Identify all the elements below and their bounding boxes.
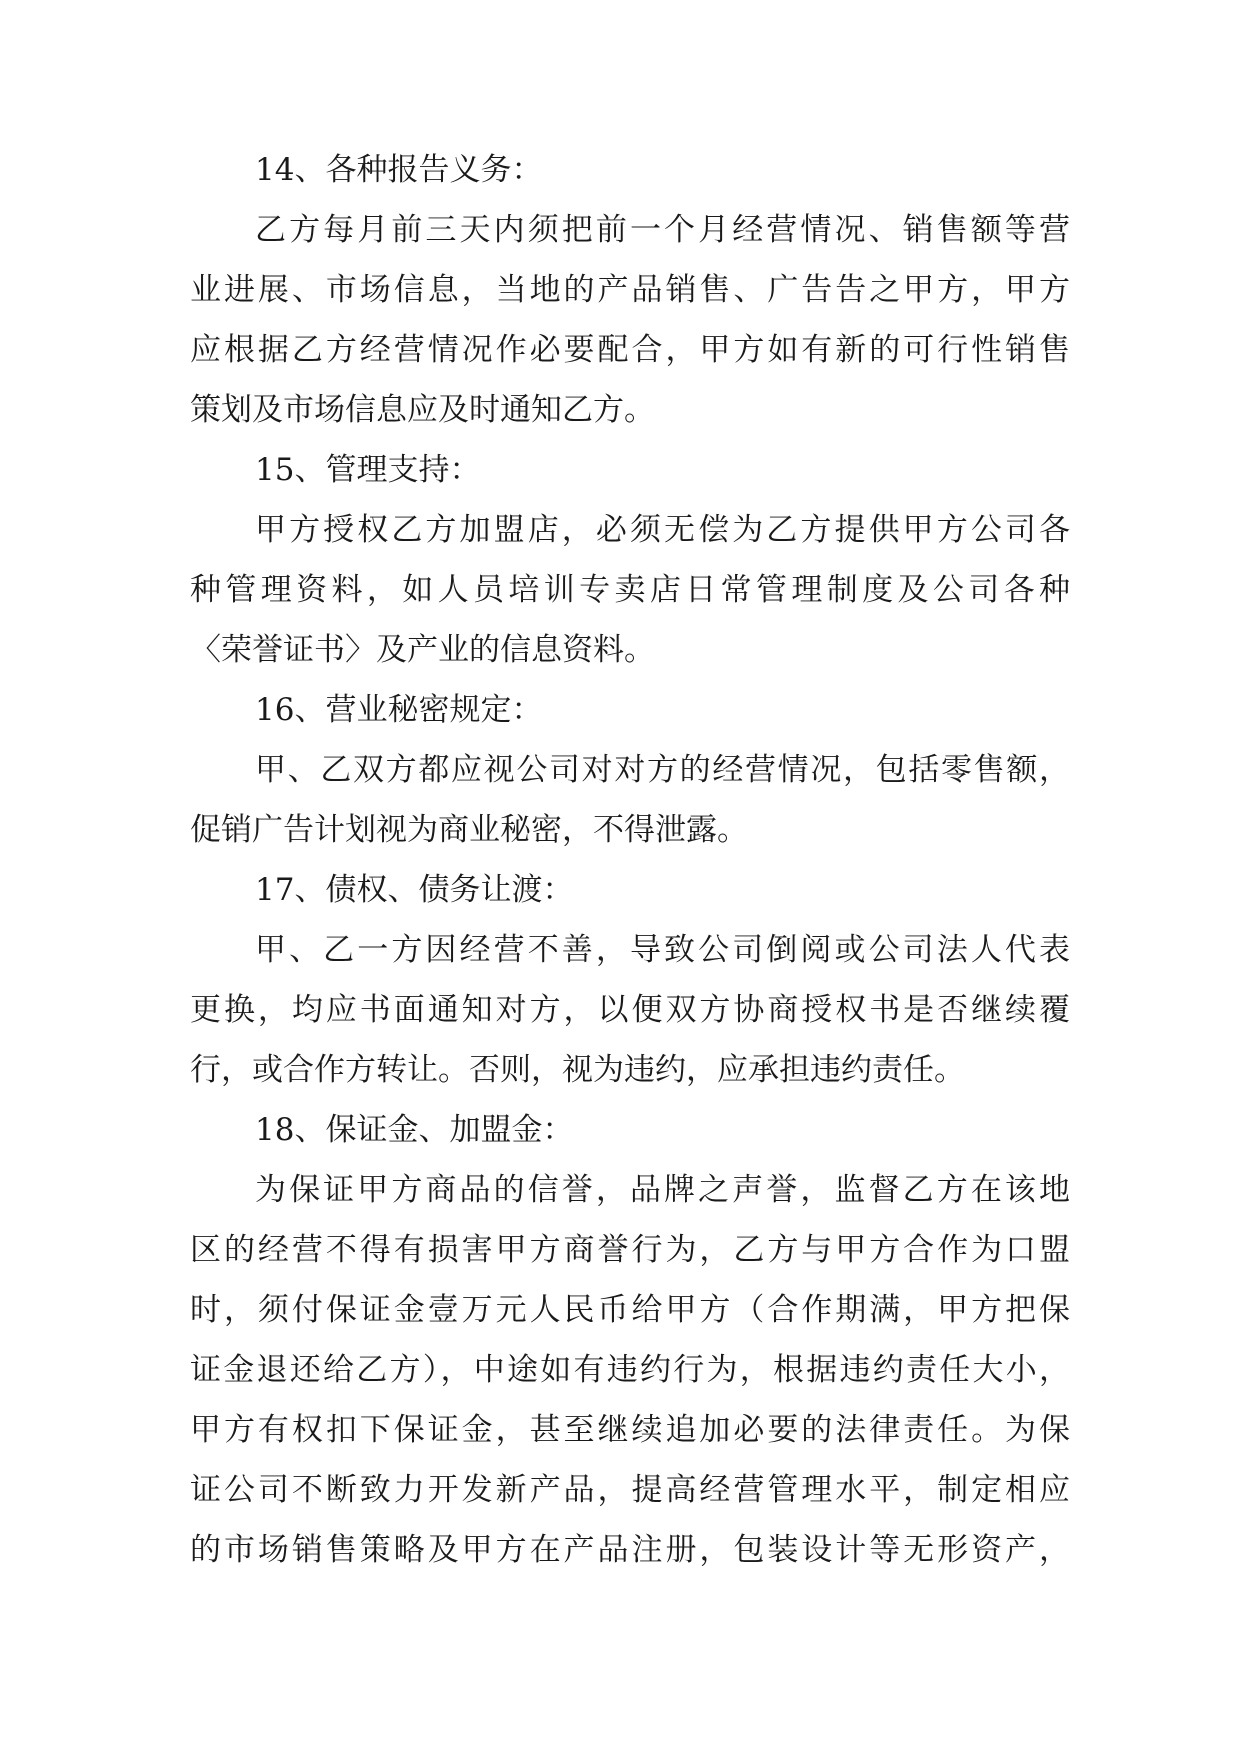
paragraph-line: 为保证甲方商品的信誉，品牌之声誉，监督乙方在该地 — [255, 1172, 1070, 1208]
paragraph-line: 业进展、市场信息，当地的产品销售、广告告之甲方，甲方 — [190, 272, 1070, 308]
paragraph-line: 更换，均应书面通知对方，以便双方协商授权书是否继续覆 — [190, 992, 1070, 1028]
paragraph-line: 甲、乙双方都应视公司对对方的经营情况，包括零售额， — [255, 752, 1070, 788]
paragraph-line: 乙方每月前三天内须把前一个月经营情况、销售额等营 — [255, 212, 1070, 248]
section-heading-15: 15、管理支持： — [255, 452, 481, 488]
section-heading-14: 14、各种报告义务： — [255, 152, 543, 188]
section-heading-17: 17、债权、债务让渡： — [255, 872, 574, 908]
paragraph-line: 应根据乙方经营情况作必要配合，甲方如有新的可行性销售 — [190, 332, 1070, 368]
paragraph-line: 甲方有权扣下保证金，甚至继续追加必要的法律责任。为保 — [190, 1412, 1070, 1448]
paragraph-line: 的市场销售策略及甲方在产品注册，包装设计等无形资产， — [190, 1532, 1070, 1568]
paragraph-line: 种管理资料，如人员培训专卖店日常管理制度及公司各种 — [190, 572, 1070, 608]
paragraph-line: 〈荣誉证书〉及产业的信息资料。 — [190, 632, 655, 668]
paragraph-line: 策划及市场信息应及时通知乙方。 — [190, 392, 655, 428]
section-heading-16: 16、营业秘密规定： — [255, 692, 543, 728]
paragraph-line: 时，须付保证金壹万元人民币给甲方（合作期满，甲方把保 — [190, 1292, 1070, 1328]
section-heading-18: 18、保证金、加盟金： — [255, 1112, 574, 1148]
paragraph-line: 甲方授权乙方加盟店，必须无偿为乙方提供甲方公司各 — [255, 512, 1070, 548]
paragraph-line: 行，或合作方转让。否则，视为违约，应承担违约责任。 — [190, 1052, 965, 1088]
paragraph-line: 甲、乙一方因经营不善，导致公司倒阅或公司法人代表 — [255, 932, 1070, 968]
paragraph-line: 证金退还给乙方），中途如有违约行为，根据违约责任大小， — [190, 1352, 1070, 1388]
paragraph-line: 促销广告计划视为商业秘密，不得泄露。 — [190, 812, 748, 848]
paragraph-line: 区的经营不得有损害甲方商誉行为，乙方与甲方合作为口盟 — [190, 1232, 1070, 1268]
paragraph-line: 证公司不断致力开发新产品，提高经营管理水平，制定相应 — [190, 1472, 1070, 1508]
